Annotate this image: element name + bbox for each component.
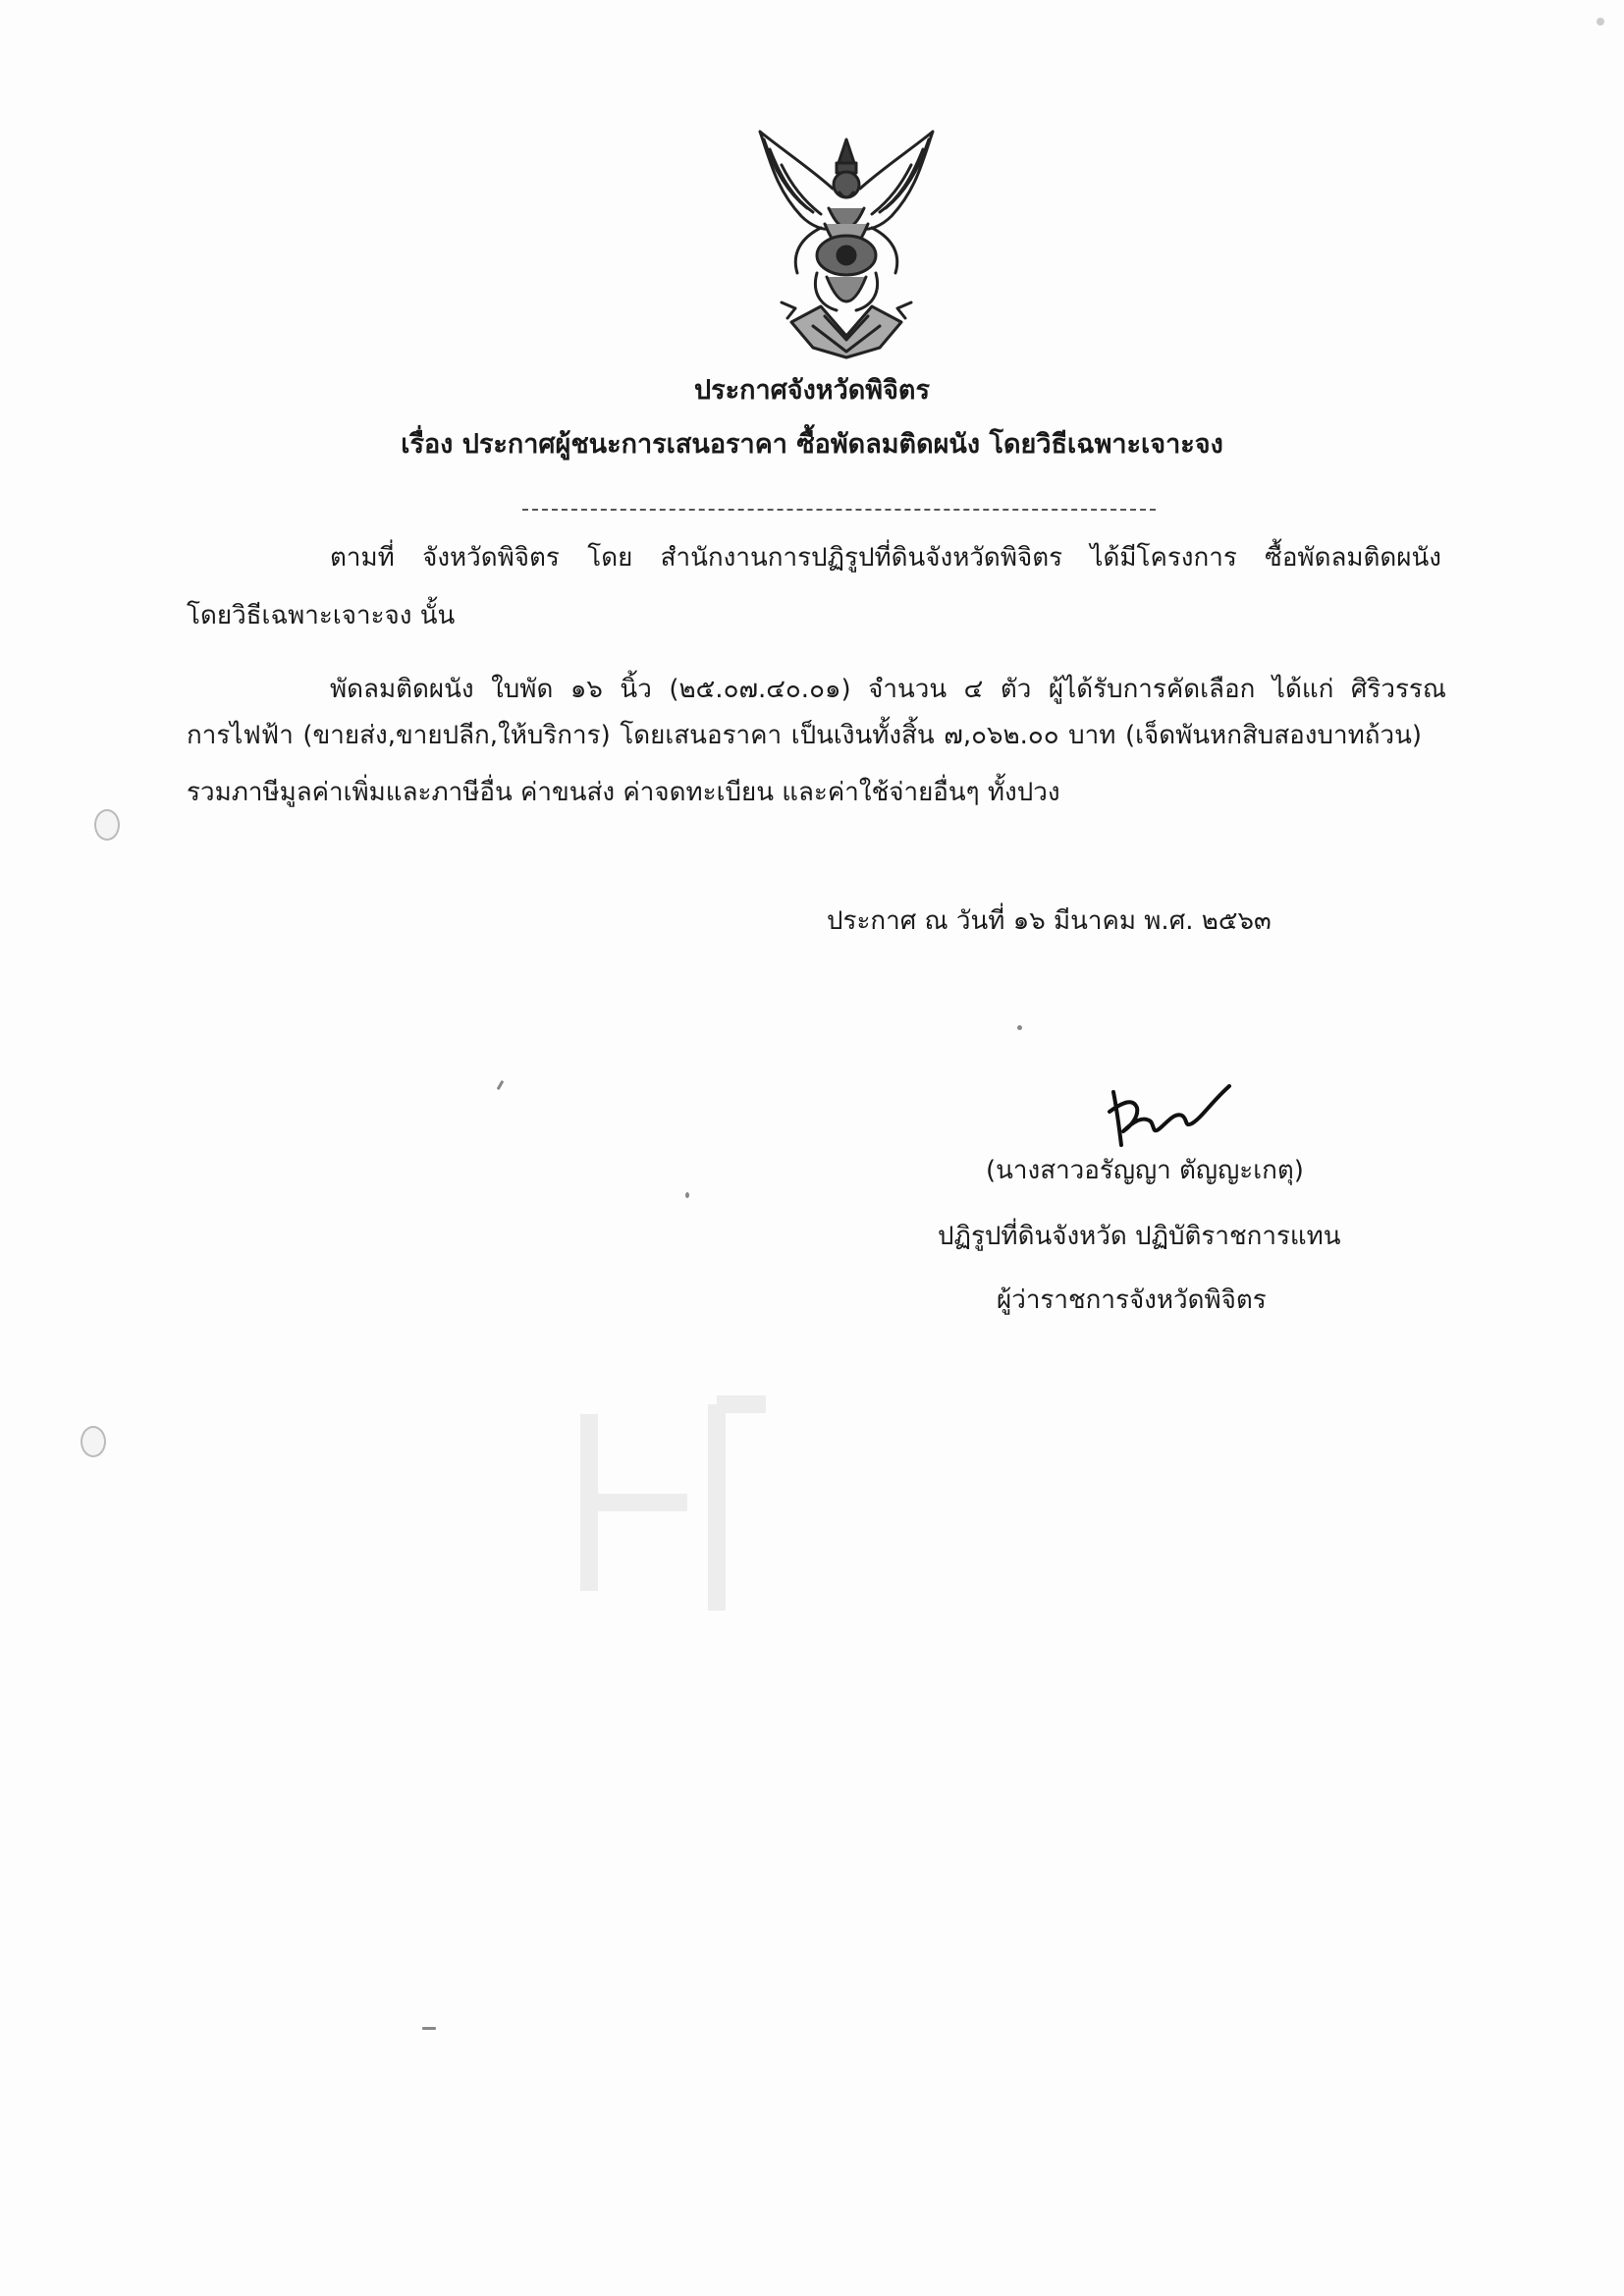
- paragraph-1-line-2: โดยวิธีเฉพาะเจาะจง นั้น: [187, 601, 456, 630]
- scan-speck: [685, 1192, 689, 1198]
- scan-speck: [1017, 1025, 1022, 1030]
- scan-speck: [422, 2027, 436, 2030]
- paragraph-2-line-1: พัดลมติดผนัง ใบพัด ๑๖ นิ้ว (๒๕.๐๗.๔๐.๐๑) จำนวน ๔ ตัว ผู้ได้รับการคัดเลือก ได้แก่ ศิริวรรณ: [330, 675, 1446, 704]
- announcement-date: ประกาศ ณ วันที่ ๑๖ มีนาคม พ.ศ. ๒๕๖๓: [827, 906, 1272, 936]
- garuda-emblem-icon: [742, 130, 950, 361]
- faint-stamp-watermark-icon: [569, 1375, 766, 1630]
- signature-icon: [1104, 1072, 1241, 1151]
- signer-name: (นางสาวอรัญญา ตัญญะเกตุ): [986, 1156, 1304, 1185]
- document-title: ประกาศจังหวัดพิจิตร: [694, 375, 930, 406]
- signer-position-2: ผู้ว่าราชการจังหวัดพิจิตร: [997, 1285, 1267, 1315]
- scan-speck: [497, 1080, 505, 1090]
- punch-hole-mark: [94, 809, 120, 841]
- signer-position-1: ปฏิรูปที่ดินจังหวัด ปฏิบัติราชการแทน: [938, 1222, 1341, 1251]
- punch-hole-mark: [81, 1426, 106, 1457]
- scan-speck: [1597, 18, 1604, 26]
- paragraph-2-line-2: การไฟฟ้า (ขายส่ง,ขายปลีก,ให้บริการ) โดยเสนอราคา เป็นเงินทั้งสิ้น ๗,๐๖๒.๐๐ บาท (เจ็ดพันหกสิบสองบาทถ้วน): [187, 721, 1422, 750]
- paragraph-2-line-3: รวมภาษีมูลค่าเพิ่มและภาษีอื่น ค่าขนส่ง ค่าจดทะเบียน และค่าใช้จ่ายอื่นๆ ทั้งปวง: [187, 778, 1060, 807]
- paragraph-1-line-1: ตามที่ จังหวัดพิจิตร โดย สำนักงานการปฏิรูปที่ดินจังหวัดพิจิตร ได้มีโครงการ ซื้อพัดลมติดผนัง: [330, 543, 1441, 573]
- title-divider: [522, 509, 1156, 511]
- document-subject: เรื่อง ประกาศผู้ชนะการเสนอราคา ซื้อพัดลมติดผนัง โดยวิธีเฉพาะเจาะจง: [401, 429, 1223, 460]
